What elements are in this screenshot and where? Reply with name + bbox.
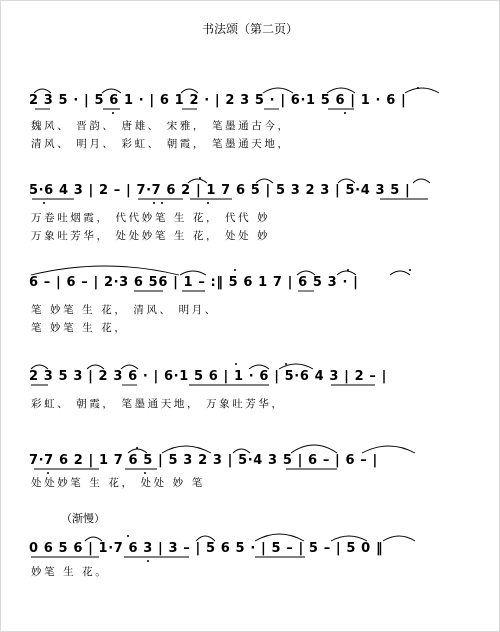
lyric-line: 笔 妙笔 生 花， 清风、 明月、 — [31, 304, 218, 316]
octave-dot — [285, 363, 287, 365]
notation-line: 0 6 5 6 | 1·7 6 3 | 3 – | 5 6 5 · | 5 – | 5 – | 5 0 ‖ — [29, 541, 384, 556]
octave-dot — [235, 363, 237, 365]
octave-dot — [127, 535, 129, 537]
notation-line: 7·7 6 2 | 1 7 6 5 | 5 3 2 3 | 5·4 3 5 | 6 – | 6 – | — [29, 453, 378, 468]
lyric-line: 万象吐芳华， 处处妙笔 生 花， 处处 妙 — [31, 230, 271, 242]
lyric-line: 清风、 明月、 彩虹、 朝霞， 笔墨通天地， — [31, 138, 291, 150]
octave-dot — [347, 269, 349, 271]
page-title: 书法颂（第二页） — [201, 22, 298, 36]
lyric-line: 万卷吐烟霞， 代代妙笔 生 花， 代代 妙 — [31, 212, 271, 224]
octave-dot — [234, 269, 236, 271]
octave-dot — [199, 177, 201, 179]
octave-dot — [409, 269, 411, 271]
lyric-line: 魏风、 晋韵、 唐雄、 宋雅， 笔墨通古今， — [31, 120, 291, 132]
notation-line: 6 – | 6 – | 2·3 6 56 | 1 – :‖ 5 6 1 7 | 6 5 3 · | — [29, 275, 359, 290]
notation-line: 2 3 5 3 | 2 3 6 · | 6·1 5 6 | 1 · 6 | 5·6 4 3 | 2 – | — [29, 369, 387, 384]
octave-dot — [417, 87, 419, 89]
notation-line: 2 3 5 · | 5 6 1 · | 6 1 2 · | 2 3 5 · | 6·1 5 6 | 1 · 6 | — [29, 93, 407, 108]
notation-line: 5·6 4 3 | 2 – | 7·7 6 2 | 1 7 6 5 | 5 3 2 3 | 5·4 3 5 | — [29, 183, 411, 198]
lyric-line: 笔 妙笔 生 花， — [31, 322, 128, 334]
lyric-line: 处处妙笔 生 花， 处处 妙 笔 — [31, 477, 205, 489]
lyric-line: 妙笔 生 花。 — [31, 566, 109, 578]
lyric-line: 彩虹、 朝霞， 笔墨通天地， 万象吐芳华， — [31, 398, 285, 410]
tempo-mark: （渐慢） — [61, 512, 105, 525]
octave-dot — [136, 447, 138, 449]
